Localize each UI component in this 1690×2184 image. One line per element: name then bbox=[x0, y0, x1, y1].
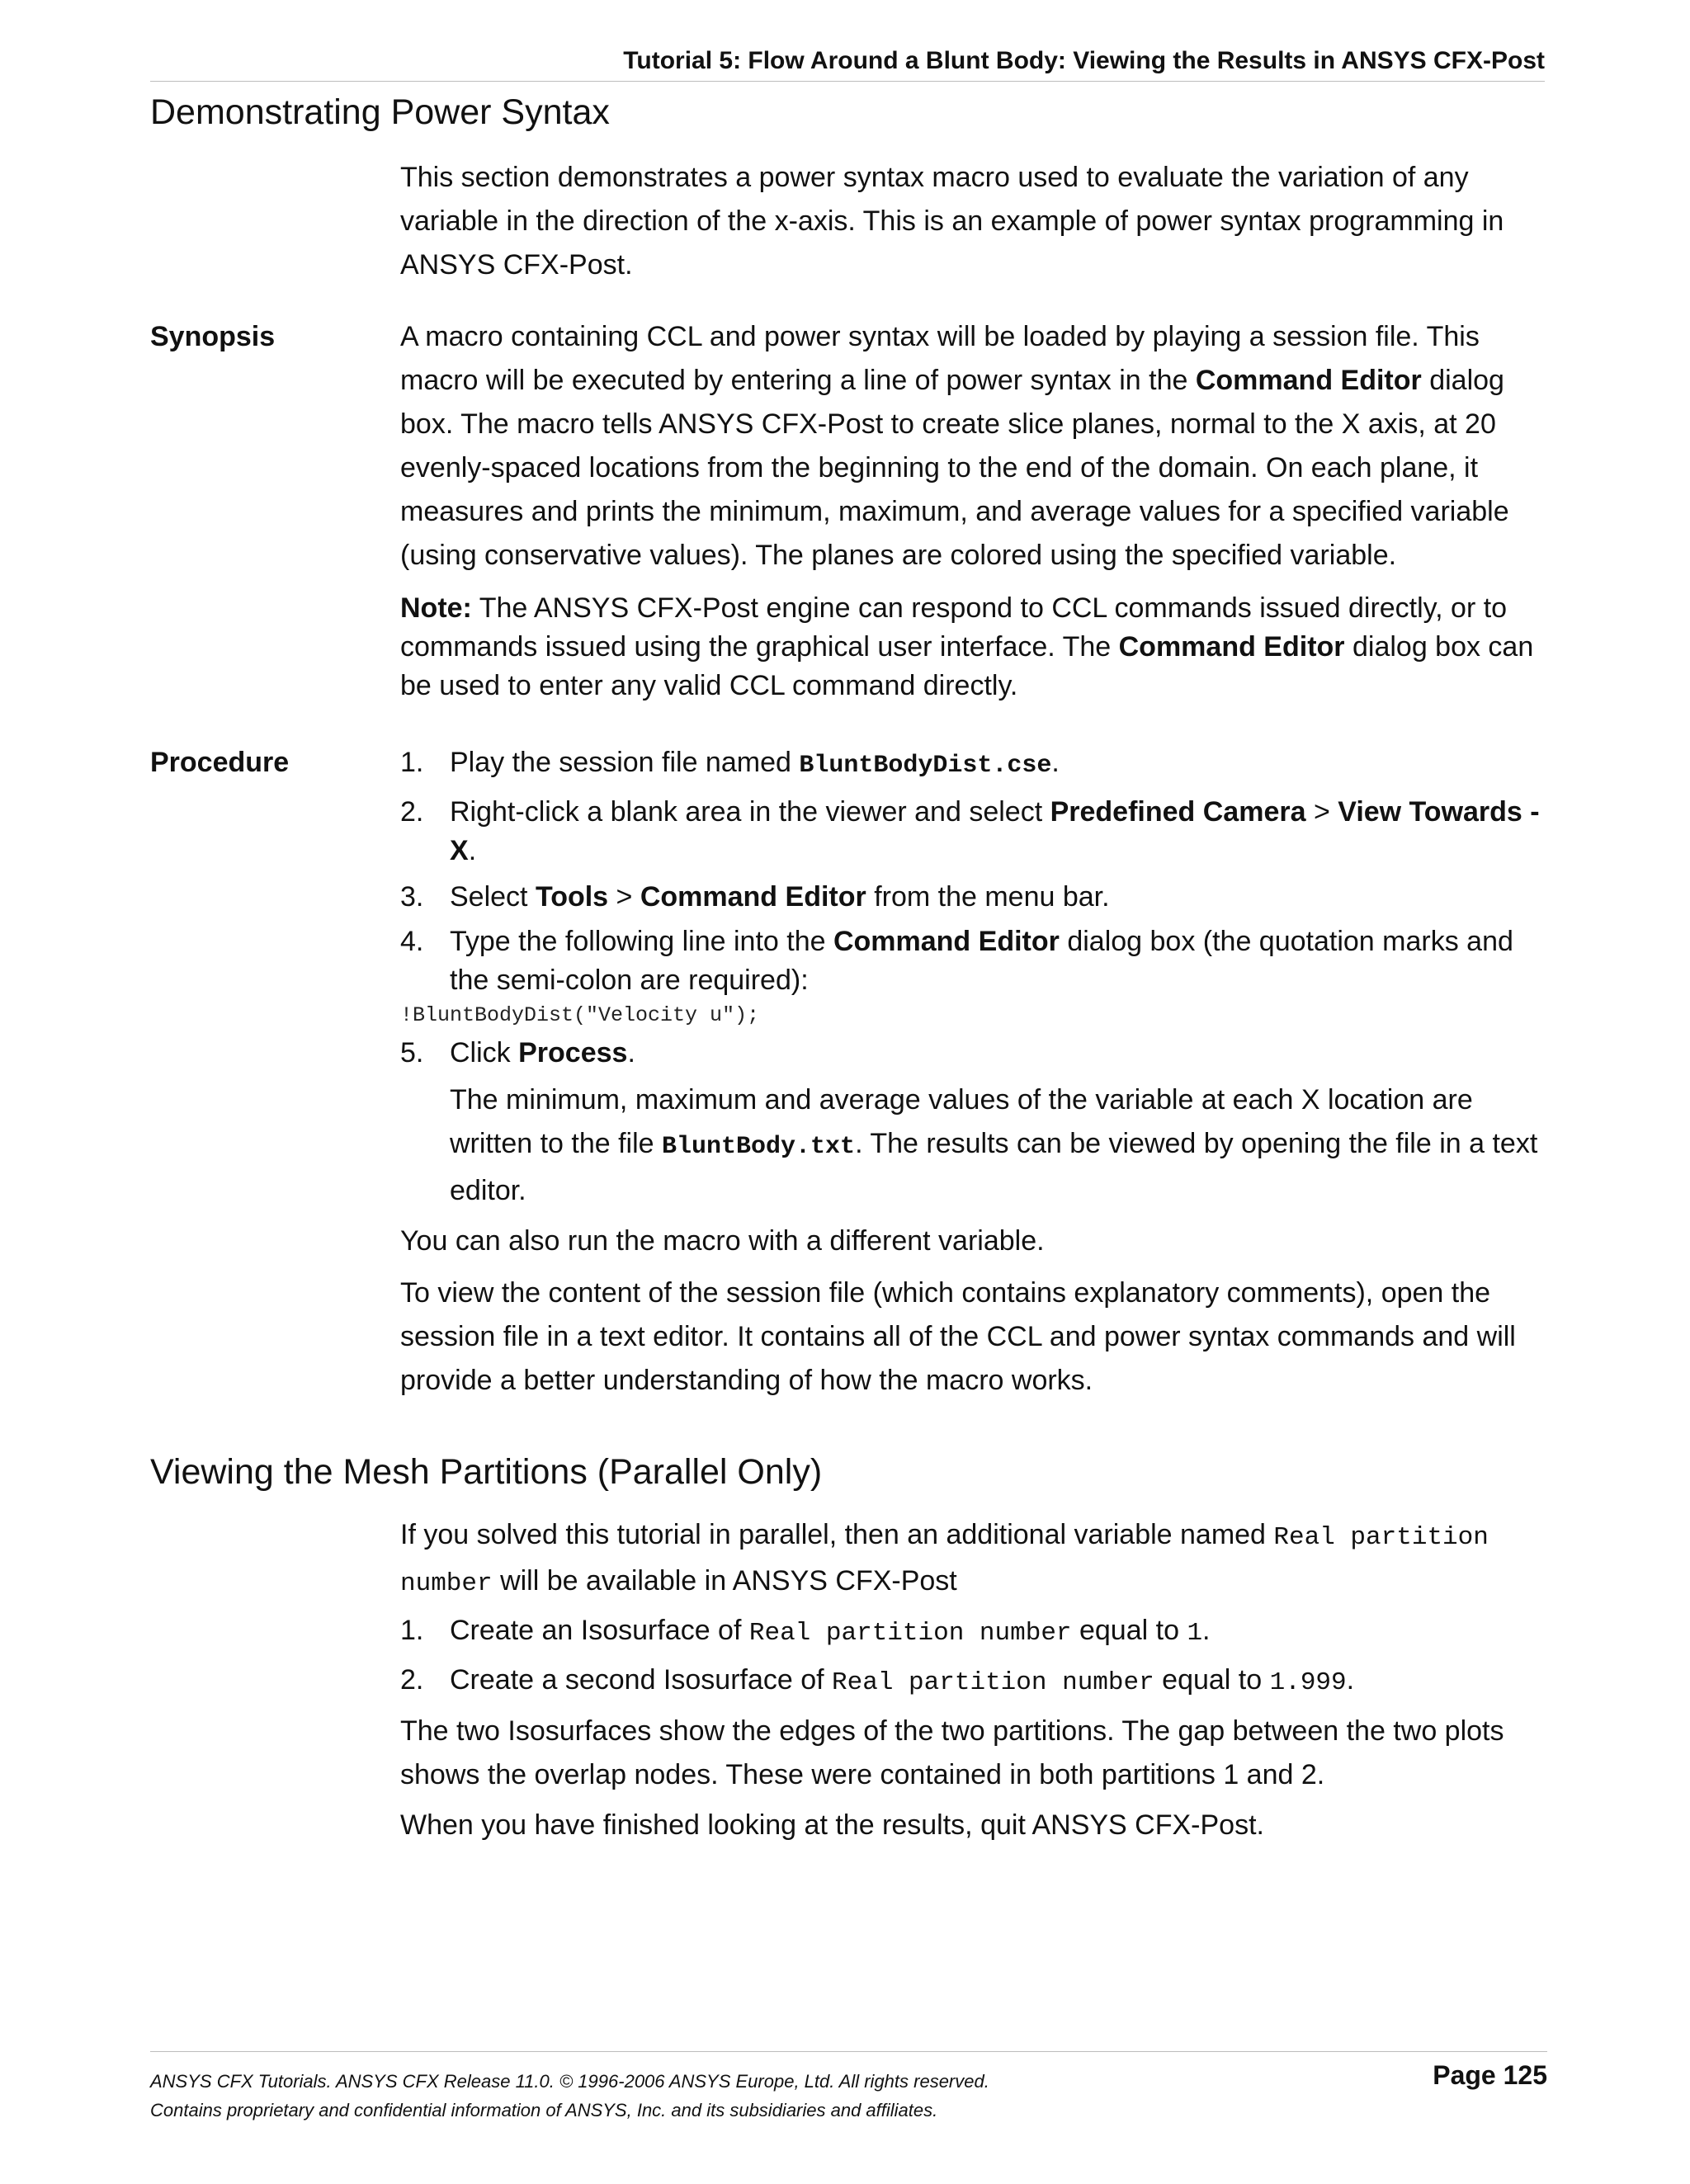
partition-paragraph: The two Isosurfaces show the edges of the two partitions. The gap between the two plots shows the overlap nodes. These were contained in both partitions 1 and 2. bbox=[400, 1715, 1504, 1790]
page-number: Page 125 bbox=[1433, 2060, 1547, 2090]
footer-divider bbox=[150, 2051, 1547, 2052]
intro-paragraph bbox=[400, 156, 1547, 287]
synopsis-label: Synopsis bbox=[150, 321, 276, 352]
footer-line-2: Contains proprietary and confidential information of ANSYS, Inc. and its subsidiaries and affiliates. bbox=[150, 2100, 938, 2120]
view-paragraph: To view the content of the session file (which contains explanatory comments), open the session file in a text editor. It contains all of the CCL and power syntax commands and will provide a better understanding of how the macro works. bbox=[400, 1277, 1516, 1396]
list-item: 5. Click Process. bbox=[400, 1037, 635, 1068]
result-paragraph: The minimum, maximum and average values of the variable at each X location are written to the file BluntBody.txt. The results can be viewed by opening the file in a text editor. bbox=[450, 1084, 1538, 1206]
code-sample: !BluntBodyDist("Velocity u"); bbox=[400, 1003, 760, 1027]
list-item: 2. Create a second Isosurface of Real partition number equal to 1.999. bbox=[400, 1664, 1355, 1697]
list-item: 4. Type the following line into the Command Editor dialog box (the quotation marks and the semi-colon are required): bbox=[400, 926, 1513, 996]
procedure-label: Procedure bbox=[150, 747, 290, 778]
section-heading-mesh-partitions: Viewing the Mesh Partitions (Parallel Only) bbox=[150, 1452, 823, 1492]
procedure-steps bbox=[400, 741, 1547, 1000]
procedure-steps-cont bbox=[400, 1031, 1547, 1075]
synopsis-paragraph: A macro containing CCL and power syntax will be loaded by playing a session file. This macro will be executed by entering a line of power syntax in the Command Editor dialog box. The macro tells ANSYS CFX-Post to create slice planes, normal to the X axis, at 20 evenly-spaced locations from the beginning to the end of the domain. On each plane, it measures and prints the minimum, maximum, and average values for a specified variable (using conservative values). The planes are colored using the specified variable. bbox=[400, 321, 1509, 571]
synopsis-body bbox=[400, 315, 1547, 705]
mesh-steps bbox=[400, 1609, 1547, 1705]
footer-line-1: ANSYS CFX Tutorials. ANSYS CFX Release 11.0. © 1996-2006 ANSYS Europe, Ltd. All rights reserved. bbox=[150, 2071, 989, 2092]
also-paragraph: You can also run the macro with a different variable. bbox=[400, 1225, 1045, 1257]
finish-paragraph: When you have finished looking at the results, quit ANSYS CFX-Post. bbox=[400, 1809, 1264, 1841]
section-heading-power-syntax: Demonstrating Power Syntax bbox=[150, 92, 610, 132]
list-item: 1. Create an Isosurface of Real partition number equal to 1. bbox=[400, 1615, 1211, 1648]
footer-copyright bbox=[150, 2067, 989, 2125]
list-item: 2. Right-click a blank area in the viewer and select Predefined Camera > View Towards -X. bbox=[400, 796, 1540, 866]
note-paragraph: Note: The ANSYS CFX-Post engine can respond to CCL commands issued directly, or to commands issued using the graphical user interface. The Command Editor dialog box can be used to enter any valid CCL command directly. bbox=[400, 592, 1534, 701]
mesh-partitions-body bbox=[400, 1513, 1547, 1847]
procedure-body bbox=[400, 741, 1547, 1403]
intro-text: This section demonstrates a power syntax macro used to evaluate the variation of any variable in the direction of the x-axis. This is an example of power syntax programming in ANSYS CFX-Post. bbox=[400, 162, 1504, 281]
mesh-intro: If you solved this tutorial in parallel, then an additional variable named Real partition number will be available in ANSYS CFX-Post bbox=[400, 1519, 1489, 1598]
list-item: 1. Play the session file named BluntBodyDist.cse. bbox=[400, 747, 1060, 780]
list-item: 3. Select Tools > Command Editor from the menu bar. bbox=[400, 881, 1110, 913]
running-header: Tutorial 5: Flow Around a Blunt Body: Viewing the Results in ANSYS CFX-Post bbox=[150, 45, 1545, 82]
